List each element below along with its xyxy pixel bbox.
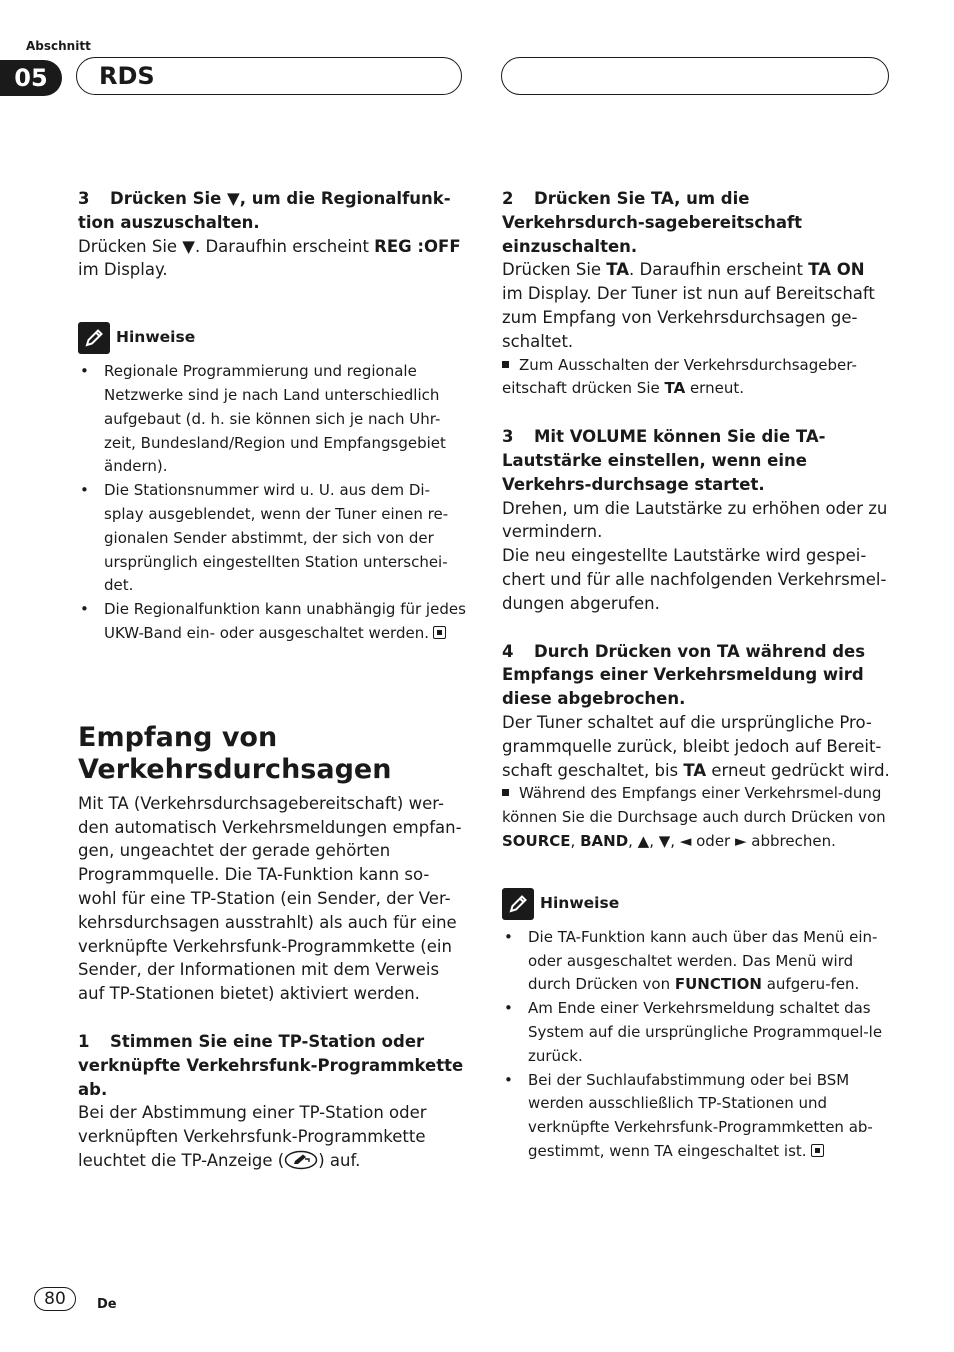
- notes-list-left: [78, 360, 466, 646]
- tp-indicator-icon: [284, 1150, 318, 1177]
- end-mark-icon: [811, 1144, 824, 1157]
- square-bullet-icon: [502, 789, 509, 796]
- notes-heading-right: Hinweise: [502, 888, 890, 920]
- step-1-title: 1 Stimmen Sie eine TP-Station oder verknüpfte Verkehrsfunk-Programmkette ab.: [78, 1031, 464, 1099]
- list-item: • Am Ende einer Verkehrsmeldung schaltet das System auf die ursprüngliche Programmquel-le zurück.: [502, 997, 890, 1068]
- pencil-icon: [78, 322, 110, 354]
- pencil-icon: [502, 888, 534, 920]
- end-mark-icon: [433, 626, 446, 639]
- step-2-note: Zum Ausschalten der Verkehrsdurchsageber-eitschaft drücken Sie TA erneut.: [502, 355, 857, 398]
- notes-list-right: [502, 926, 890, 1164]
- list-item: • Die Regionalfunktion kann unabhängig für jedes UKW-Band ein- oder ausgeschaltet werden.: [78, 598, 466, 646]
- list-item: • Regionale Programmierung und regionale Netzwerke sind je nach Land unterschiedlich aufgebaut (d. h. sie können sich je nach Uhr-zeit, Bundesland/Region und Empfangsgebiet ändern).: [78, 360, 466, 479]
- list-item: • Die Stationsnummer wird u. U. aus dem Di-splay ausgeblendet, wenn der Tuner einen re-gionalen Sender abstimmt, der sich von der ursprünglich eingestellten Station unterschei-det.: [78, 479, 466, 598]
- step-4-body: Der Tuner schaltet auf die ursprüngliche Pro-grammquelle zurück, bleibt jedoch auf Bereit-schaft geschaltet, bis TA erneut gedrückt wird.: [502, 712, 890, 780]
- step-2-body: Drücken Sie TA. Daraufhin erscheint TA ON im Display. Der Tuner ist nun auf Bereitschaft zum Empfang von Verkehrsdurchsagen ge-schaltet.: [502, 260, 875, 351]
- notes-heading-left: Hinweise: [78, 322, 466, 354]
- list-item: • Bei der Suchlaufabstimmung oder bei BSM werden ausschließlich TP-Stationen und verknüpfte Verkehrsfunk-Programmketten ab-gestimmt, wenn TA eingeschaltet ist.: [502, 1069, 890, 1164]
- step-4-title: 4 Durch Drücken von TA während des Empfangs einer Verkehrsmeldung wird diese abgebrochen.: [502, 641, 866, 709]
- language-code: De: [97, 1297, 117, 1312]
- page-number: 80: [34, 1287, 76, 1311]
- section-intro: Mit TA (Verkehrsdurchsagebereitschaft) wer-den automatisch Verkehrsmeldungen empfan-gen, ungeachtet der gerade gehörten Programmquelle. Die TA-Funktion kann so-wohl für eine TP-Station (ein Sender, der Ver-kehrsdurchsagen ausstrahlt) als auch für eine verknüpfte Verkehrsfunk-Programmkette (ein Sender, der Informationen mit dem Verweis auf TP-Stationen bietet) aktiviert werden.: [78, 793, 462, 1004]
- step-3-volume-body-2: Die neu eingestellte Lautstärke wird gespei-chert und für alle nachfolgenden Verkehrsmel-dungen abgerufen.: [502, 546, 887, 613]
- list-item: • Die TA-Funktion kann auch über das Menü ein- oder ausgeschaltet werden. Das Menü wird durch Drücken von FUNCTION aufgeru-fen.: [502, 926, 890, 997]
- step-3-regional-body: Drücken Sie ▼. Daraufhin erscheint REG :OFF im Display.: [78, 236, 461, 280]
- chapter-title-text: RDS: [99, 62, 155, 90]
- step-3-regional-title: 3 Drücken Sie ▼, um die Regionalfunk-tion auszuschalten.: [78, 189, 451, 232]
- chapter-title-box-empty: [501, 57, 889, 95]
- section-number: 05: [0, 60, 62, 96]
- step-1-body: Bei der Abstimmung einer TP-Station oder verknüpften Verkehrsfunk-Programmkette leuchtet die TP-Anzeige ( ) auf.: [78, 1101, 466, 1176]
- section-heading: Empfang von Verkehrsdurchsagen: [78, 721, 392, 785]
- section-label: Abschnitt: [26, 39, 91, 53]
- left-column: [78, 187, 466, 1177]
- chapter-title: [76, 57, 462, 95]
- right-column: [502, 187, 890, 1164]
- square-bullet-icon: [502, 361, 509, 368]
- step-2-title: 2 Drücken Sie TA, um die Verkehrsdurch-sagebereitschaft einzuschalten.: [502, 189, 803, 256]
- step-4-note: Während des Empfangs einer Verkehrsmel-dung können Sie die Durchsage auch durch Drücken von SOURCE, BAND, ▲, ▼, ◄ oder ► abbrechen.: [502, 784, 886, 850]
- step-3-volume-body-1: Drehen, um die Lautstärke zu erhöhen oder zu vermindern.: [502, 498, 888, 542]
- step-3-volume-title: 3 Mit VOLUME können Sie die TA-Lautstärke einstellen, wenn eine Verkehrs-durchsage startet.: [502, 427, 826, 494]
